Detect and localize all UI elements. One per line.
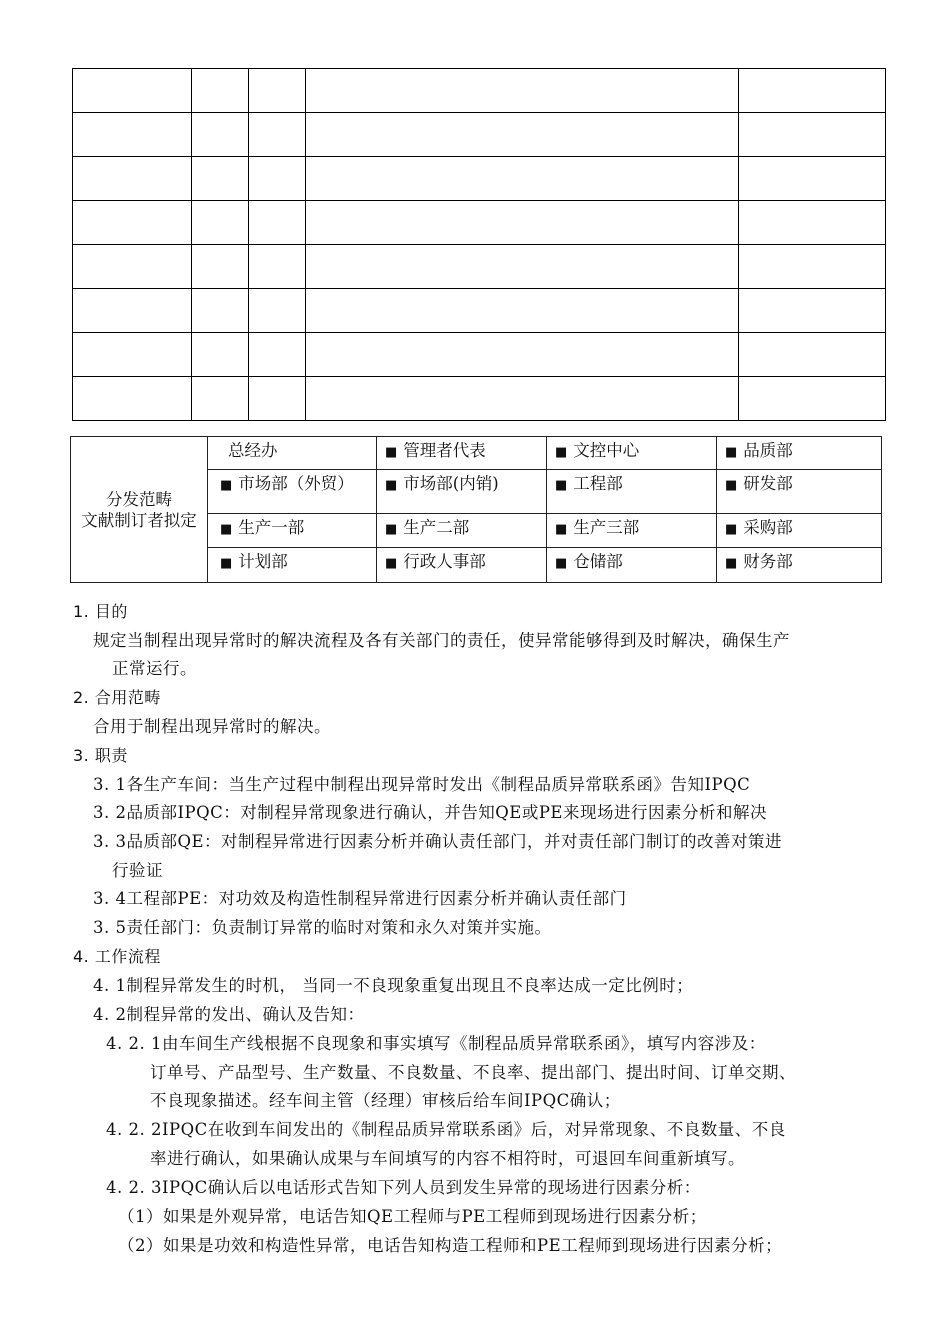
checkbox-marker-icon: ■ bbox=[220, 478, 233, 493]
section-4-1: 4. 1制程异常发生的时机， 当同一不良现象重复出现且不良率达成一定比例时； bbox=[93, 976, 694, 995]
section-4-2-3: 4. 2. 3IPQC确认后以电话形式告知下列人员到发生异常的现场进行因素分析： bbox=[106, 1178, 701, 1197]
checkbox-marker-icon: ■ bbox=[385, 478, 398, 493]
distribution-table bbox=[70, 436, 882, 583]
section-1-text: 规定当制程出现异常时的解决流程及各有关部门的责任，使异常能够得到及时解决，确保生产 bbox=[93, 631, 790, 650]
section-3-2: 3. 2品质部IPQC：对制程异常现象进行确认，并告知QE或PE来现场进行因素分析和解决 bbox=[93, 803, 767, 822]
table-row bbox=[73, 113, 886, 157]
revision-table bbox=[72, 68, 886, 421]
table-row bbox=[73, 377, 886, 421]
checkbox-marker-icon: ■ bbox=[220, 556, 233, 571]
dept-cell: ■ 财务部 bbox=[717, 548, 882, 583]
section-4-2-1-cont2: 不良现象描述。经车间主管（经理）审核后给车间IPQC确认； bbox=[150, 1091, 621, 1110]
section-2-title: 2. 合用范畴 bbox=[73, 688, 161, 707]
dept-cell: ■ 工程部 bbox=[547, 470, 717, 514]
section-4-2: 4. 2制程异常的发出、确认及告知： bbox=[93, 1005, 365, 1024]
section-4-2-3-item-1: （1）如果是外观异常，电话告知QE工程师与PE工程师到现场进行因素分析； bbox=[118, 1207, 707, 1226]
dept-cell: ■ 研发部 bbox=[717, 470, 882, 514]
dept-cell: ■ 品质部 bbox=[717, 437, 882, 470]
table-row bbox=[73, 157, 886, 201]
section-3-4: 3. 4工程部PE：对功效及构造性制程异常进行因素分析并确认责任部门 bbox=[93, 889, 627, 908]
dept-cell: ■ 行政人事部 bbox=[377, 548, 547, 583]
table-row bbox=[73, 333, 886, 377]
checkbox-marker-icon: ■ bbox=[385, 522, 398, 537]
checkbox-marker-icon: ■ bbox=[725, 445, 738, 460]
dept-cell: 总经办 bbox=[208, 437, 377, 470]
checkbox-marker-icon: ■ bbox=[555, 478, 568, 493]
table-row bbox=[71, 437, 882, 470]
table-row bbox=[73, 201, 886, 245]
section-2-text: 合用于制程出现异常时的解决。 bbox=[93, 717, 331, 736]
section-4-2-1: 4. 2. 1由车间生产线根据不良现象和事实填写《制程品质异常联系函》，填写内容涉及： bbox=[106, 1034, 766, 1053]
checkbox-marker-icon: ■ bbox=[555, 556, 568, 571]
table-row bbox=[73, 69, 886, 113]
checkbox-marker-icon: ■ bbox=[385, 445, 398, 460]
dept-cell: ■ 生产三部 bbox=[547, 514, 717, 548]
section-4-2-1-cont: 订单号、产品型号、生产数量、不良数量、不良率、提出部门、提出时间、订单交期、 bbox=[150, 1063, 796, 1082]
dept-cell: ■ 市场部(内销) bbox=[377, 470, 547, 514]
dept-cell: ■ 仓储部 bbox=[547, 548, 717, 583]
checkbox-marker-icon: ■ bbox=[725, 556, 738, 571]
dept-cell: ■ 市场部（外贸） bbox=[208, 470, 377, 514]
dept-cell: ■ 管理者代表 bbox=[377, 437, 547, 470]
section-3-1: 3. 1各生产车间：当生产过程中制程出现异常时发出《制程品质异常联系函》告知IPQC bbox=[93, 775, 751, 794]
dept-cell: ■ 采购部 bbox=[717, 514, 882, 548]
section-1-text-cont: 正常运行。 bbox=[112, 659, 197, 678]
table-row bbox=[73, 245, 886, 289]
checkbox-marker-icon: ■ bbox=[555, 522, 568, 537]
section-1-title: 1. 目的 bbox=[73, 602, 128, 621]
checkbox-marker-icon: ■ bbox=[220, 522, 233, 537]
checkbox-marker-icon: ■ bbox=[725, 478, 738, 493]
section-3-3: 3. 3品质部QE：对制程异常进行因素分析并确认责任部门，并对责任部门制订的改善对策进 bbox=[93, 832, 783, 851]
checkbox-marker-icon: ■ bbox=[555, 445, 568, 460]
section-4-2-2: 4. 2. 2IPQC在收到车间发出的《制程品质异常联系函》后，对异常现象、不良数量、不良 bbox=[106, 1120, 786, 1139]
section-4-2-2-cont: 率进行确认，如果确认成果与车间填写的内容不相符时，可退回车间重新填写。 bbox=[150, 1149, 745, 1168]
checkbox-marker-icon: ■ bbox=[385, 556, 398, 571]
checkbox-marker-icon: ■ bbox=[725, 522, 738, 537]
section-3-title: 3. 职责 bbox=[73, 746, 128, 765]
distribution-header: 分发范畴 文献制订者拟定 bbox=[71, 437, 208, 583]
section-3-5: 3. 5责任部门：负责制订异常的临时对策和永久对策并实施。 bbox=[93, 918, 552, 937]
dept-cell: ■ 生产二部 bbox=[377, 514, 547, 548]
dept-cell: ■ 计划部 bbox=[208, 548, 377, 583]
section-4-2-3-item-2: （2）如果是功效和构造性异常，电话告知构造工程师和PE工程师到现场进行因素分析； bbox=[118, 1236, 783, 1255]
section-3-3-cont: 行验证 bbox=[112, 861, 163, 880]
section-4-title: 4. 工作流程 bbox=[73, 947, 161, 966]
table-row bbox=[73, 289, 886, 333]
dept-cell: ■ 生产一部 bbox=[208, 514, 377, 548]
dept-cell: ■ 文控中心 bbox=[547, 437, 717, 470]
